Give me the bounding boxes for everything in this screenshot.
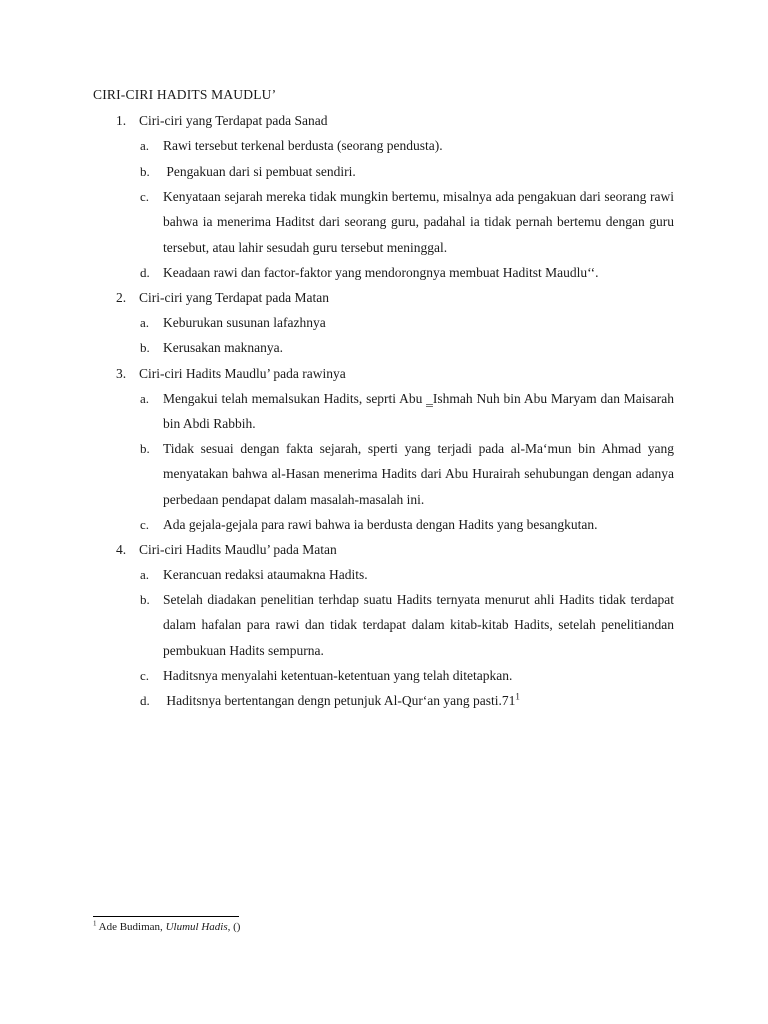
item-letter: a. (140, 567, 150, 582)
item-letter: a. (140, 138, 150, 153)
item-letter: c. (140, 189, 150, 204)
section-number: 4. (116, 542, 127, 557)
section-heading: Ciri-ciri yang Terdapat pada Sanad (139, 113, 328, 128)
item-text: Mengakui telah memalsukan Hadits, seprti Abu ‗Ishmah Nuh bin Abu Maryam dan Maisarah bin Abdi Rabbih. (163, 391, 674, 432)
item-text (163, 688, 674, 713)
section-number: 3. (116, 366, 127, 381)
item-text: Kenyataan sejarah mereka tidak mungkin bertemu, misalnya ada pengakuan dari seorang rawi bahwa ia menerima Haditst dari seorang guru, padahal ia tidak pernah bertemu dengan guru tersebut, atau lahir sesudah guru tersebut meninggal. (163, 189, 674, 255)
footnote-author: Ade Budiman, (96, 921, 166, 933)
item-letter: b. (140, 164, 150, 179)
item-text-body: Haditsnya bertentangan dengn petunjuk Al-Qur‘an yang pasti.71 (163, 693, 516, 708)
footnote-book-title: Ulumul Hadis, (165, 921, 231, 933)
footnote-mark: 1 (93, 919, 97, 928)
item-text: Kerusakan maknanya. (163, 340, 283, 355)
item-text: Pengakuan dari si pembuat sendiri. (163, 164, 356, 179)
item-letter: a. (140, 391, 150, 406)
section-heading: Ciri-ciri Hadits Maudlu’ pada rawinya (139, 366, 346, 381)
item-letter: d. (140, 693, 150, 708)
item-text: Setelah diadakan penelitian terhdap suatu Hadits ternyata menurut ahli Hadits tidak terdapat dalam hafalan para rawi dan tidak terdapat dalam kitab-kitab Hadits, setelah penelitiandan pembukuan Hadits sempurna. (163, 592, 674, 658)
footnote-separator (93, 916, 239, 917)
footnote (93, 921, 240, 933)
footnote-reference: 1 (515, 691, 520, 702)
item-text: Rawi tersebut terkenal berdusta (seorang pendusta). (163, 138, 443, 153)
item-text: Tidak sesuai dengan fakta sejarah, sperti yang terjadi pada al-Ma‘mun bin Ahmad yang menyatakan bahwa al-Hasan menerima Hadits dari Abu Hurairah sehubungan dengan adanya perbedaan pendapat dalam masalah-masalah ini. (163, 441, 674, 507)
section-heading: Ciri-ciri yang Terdapat pada Matan (139, 290, 329, 305)
footnote-rest: () (230, 921, 241, 933)
item-text: Keburukan susunan lafazhnya (163, 315, 326, 330)
item-letter: b. (140, 340, 150, 355)
item-text: Ada gejala-gejala para rawi bahwa ia berdusta dengan Hadits yang besangkutan. (163, 517, 598, 532)
item-letter: c. (140, 517, 150, 532)
item-letter: a. (140, 315, 150, 330)
page-title: CIRI-CIRI HADITS MAUDLU’ (93, 87, 277, 102)
section-number: 1. (116, 113, 127, 128)
item-text: Keadaan rawi dan factor-faktor yang mendorongnya membuat Haditst Maudlu‘‘. (163, 265, 599, 280)
item-letter: b. (140, 441, 150, 456)
item-letter: c. (140, 668, 150, 683)
section-number: 2. (116, 290, 127, 305)
item-letter: d. (140, 265, 150, 280)
section-heading: Ciri-ciri Hadits Maudlu’ pada Matan (139, 542, 337, 557)
item-text: Haditsnya menyalahi ketentuan-ketentuan yang telah ditetapkan. (163, 668, 513, 683)
item-letter: b. (140, 592, 150, 607)
item-text: Kerancuan redaksi ataumakna Hadits. (163, 567, 368, 582)
